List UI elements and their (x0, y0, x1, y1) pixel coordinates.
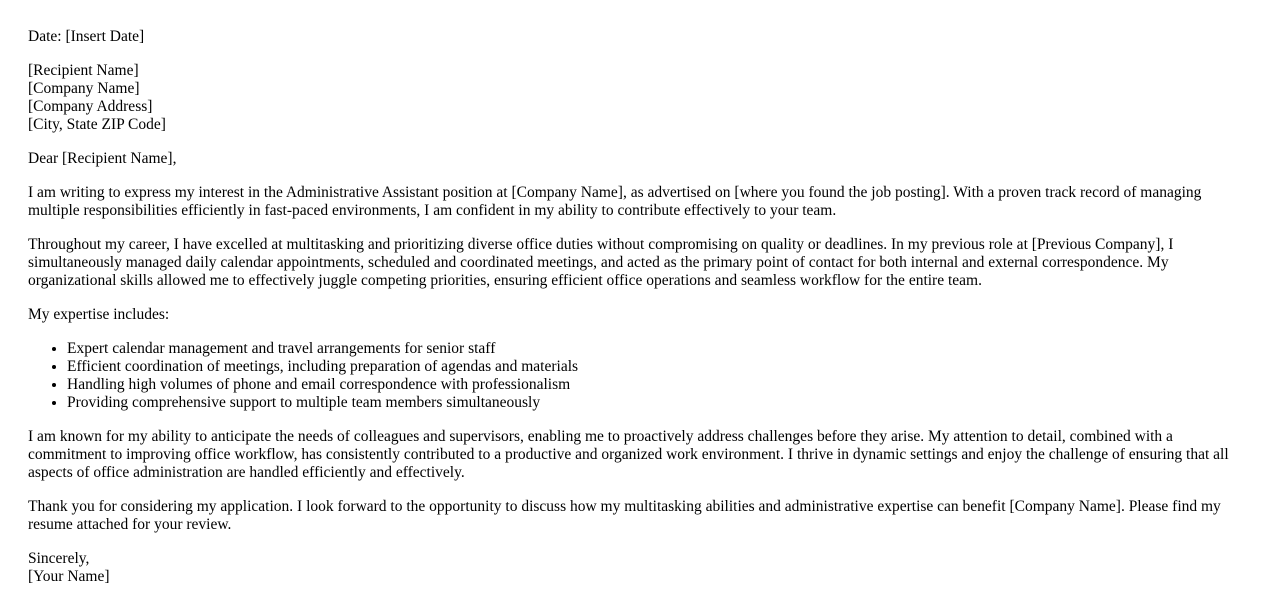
letter-date: Date: [Insert Date] (28, 28, 145, 45)
expertise-list (28, 340, 1254, 412)
signer-name: [Your Name] (28, 568, 110, 585)
body-paragraph-experience: Throughout my career, I have excelled at multitasking and prioritizing diverse office duties without compromising on quality or deadlines. In my previous role at [Previous Company], I simultaneously managed daily calendar appointments, scheduled and coordinated meetings, and acted as the primary point of contact for both internal and external correspondence. My organizational skills allowed me to effectively juggle competing priorities, ensuring efficient office operations and seamless workflow for the entire team. (28, 236, 1174, 289)
body-paragraph-attributes: I am known for my ability to anticipate the needs of colleagues and supervisors, enabling me to proactively address challenges before they arise. My attention to detail, combined with a commitment to improving office workflow, has consistently contributed to a productive and organized work environment. I thrive in dynamic settings and enjoy the challenge of ensuring that all aspects of office administration are handled efficiently and effectively. (28, 428, 1229, 481)
cover-letter (28, 28, 1254, 602)
list-item: • Providing comprehensive support to multiple team members simultaneously (67, 394, 1254, 412)
list-item: • Handling high volumes of phone and email correspondence with professionalism (67, 376, 1254, 394)
recipient-block (28, 62, 1254, 134)
closing-phrase: Sincerely, (28, 550, 90, 567)
recipient-address: [Company Address] (28, 98, 153, 115)
body-paragraph-intro: I am writing to express my interest in the Administrative Assistant position at [Company Name], as advertised on [where you found the job posting]. With a proven track record of managing multiple responsibilities efficiently in fast-paced environments, I am confident in my ability to contribute effectively to your team. (28, 184, 1202, 219)
signature-block (28, 550, 1254, 586)
body-paragraph-thanks: Thank you for considering my application. I look forward to the opportunity to discuss how my multitasking abilities and administrative expertise can benefit [Company Name]. Please find my resume attached for your review. (28, 498, 1221, 533)
recipient-company: [Company Name] (28, 80, 140, 97)
salutation: Dear [Recipient Name], (28, 150, 177, 167)
recipient-city: [City, State ZIP Code] (28, 116, 166, 133)
expertise-heading: My expertise includes: (28, 306, 170, 323)
recipient-name: [Recipient Name] (28, 62, 139, 79)
list-item: • Efficient coordination of meetings, including preparation of agendas and materials (67, 358, 1254, 376)
list-item: • Expert calendar management and travel arrangements for senior staff (67, 340, 1254, 358)
